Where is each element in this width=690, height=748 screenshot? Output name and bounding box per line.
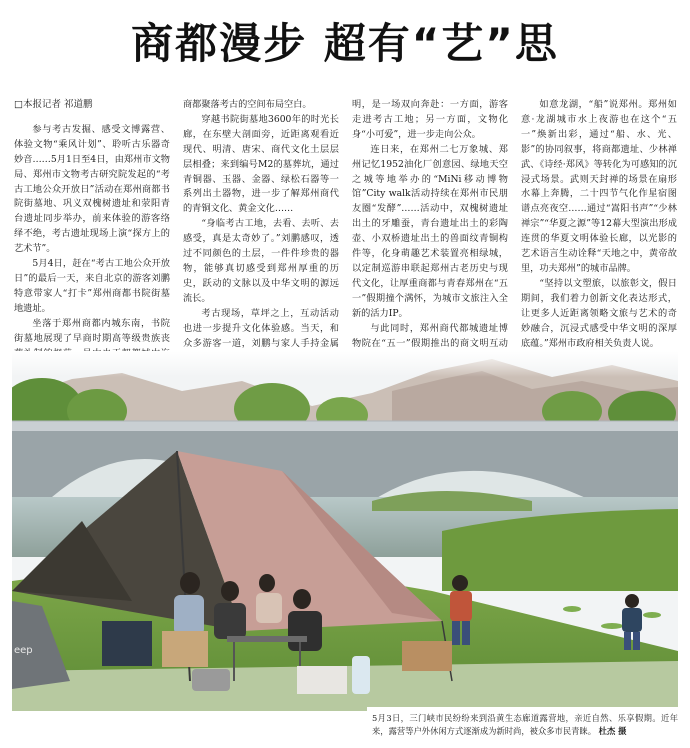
- paragraph: 参与考古发掘、感受文博露营、体验文物“乘风计划”、聆听古乐器奇妙音……5月1日至4日，由郑州市文物局、郑州市文物考古研究院发起的“考古工地公众开放日”活动在郑州商都书院街墓地、巩义双槐树遗址和荥阳青台遗址同步举办，前来体验的游客络绎不绝，考古遗址现场上演“探方上的艺术节”。: [14, 123, 170, 255]
- camp-table: [227, 636, 307, 642]
- paragraph: 5月4日，赶在“考古工地公众开放日”的最后一天，来自北京的游客刘鹏特意带家人“打卡”郑州商都书院街墓地遗址。: [14, 258, 170, 314]
- tent-logo: eep: [14, 645, 33, 656]
- paragraph: 商都聚落考古的空间布局空白。: [183, 99, 312, 110]
- headline: 商都漫步 超有“艺”思: [131, 19, 559, 68]
- water-bottle: [352, 656, 370, 694]
- photo-credit: 杜杰 摄: [598, 725, 627, 736]
- paragraph: “身临考古工地，去看、去听、去感受，真是太奇妙了。”刘鹏感叹，透过不同颜色的土层，一件件珍贵的器物，能够真切感受到郑州厚重的历史，跃动的文脉以及中华文明的源远流长。: [183, 218, 339, 304]
- paragraph: 考古现场，草坪之上，互动活动也进一步提升文化体验感。当天，和众多游客一道，刘鹏与家人手持金属: [183, 307, 339, 349]
- paragraph: 穿越书院街墓地3600年的时光长廊，在东壁大剖面旁，近距离观看近现代、明清、唐宋、商代文化土层层层相叠；来到编号M2的墓葬坑，通过青铜器、玉器、金器、绿松石器等一系列出土器物，进一步了解郑州商代的青铜文化、黄金文化……: [183, 113, 339, 215]
- news-photo: [12, 351, 678, 711]
- paragraph: 明，是一场双向奔赴：一方面，游客走进考古工地；另一方面，文物化身“小可爱”，进一步走向公众。: [352, 99, 508, 140]
- paragraph: 与此同时，郑州商代都城遗址博物院在“五一”假期推出的商文明互动: [352, 322, 508, 349]
- caption-text: 5月3日，三门峡市民纷纷来到沿黄生态廊道露营地，亲近自然、乐享假期。近年来，露营等户外休闲方式逐渐成为新时尚，被众多市民青睐。: [372, 713, 678, 736]
- bridge-railing: [12, 421, 678, 431]
- paragraph: 坐落于郑州商都内城东南，书院街墓地展现了早商时期高等级贵族丧: [14, 317, 170, 344]
- paragraph: 如意龙湖，“船”说郑州。郑州如意·龙湖城市水上夜游也在这个“五一”焕新出彩，通过“船、水、光、影”的协同叙事，将商都遗址、少林禅武、《诗经·郑风》等转化为可感知的沉浸式场景。武则天封禅的场景在扇形水幕上奔腾，二十四节气化作星宿图谱点亮夜空……通过“嵩阳书声”“少林禅宗”“华夏之源”等12幕大型演出形成连贯的华夏文明体验长廊，以光影的艺术语言生动诠释“天地之中，黄帝故里，功夫郑州”的城市品牌。: [521, 99, 677, 274]
- paragraph: 连日来，在郑州二七万象城、郑州记忆1952油化厂创意园、绿地天空之城等地举办的“MiNi移动博物馆”City walk活动持续在郑州市民朋友圈“发酵”……活动中，双槐树遗址出土的牙雕蚕，青台遗址出土的彩陶壶、小双桥遗址出土的兽面纹青铜构件等，化身萌趣艺术装置亮相绿城，以定制巡游串联起郑州古老历史与现代文化，让厚重商都与青春郑州在“五一”假期撞个满怀，为城市文旅注入全新的活力IP。: [352, 143, 508, 319]
- photo-caption: [372, 712, 678, 737]
- byline: □本报记者 祁道鹏: [14, 99, 93, 110]
- cooler-box: [297, 666, 347, 694]
- paragraph: “坚持以文塑旅，以旅彰文，假日期间，我们着力创新文化表达形式，让更多人近距离领略文旅与艺术的奇妙融合，沉浸式感受中华文明的深厚底蕴。”郑州市政府相关负责人说。: [521, 277, 677, 349]
